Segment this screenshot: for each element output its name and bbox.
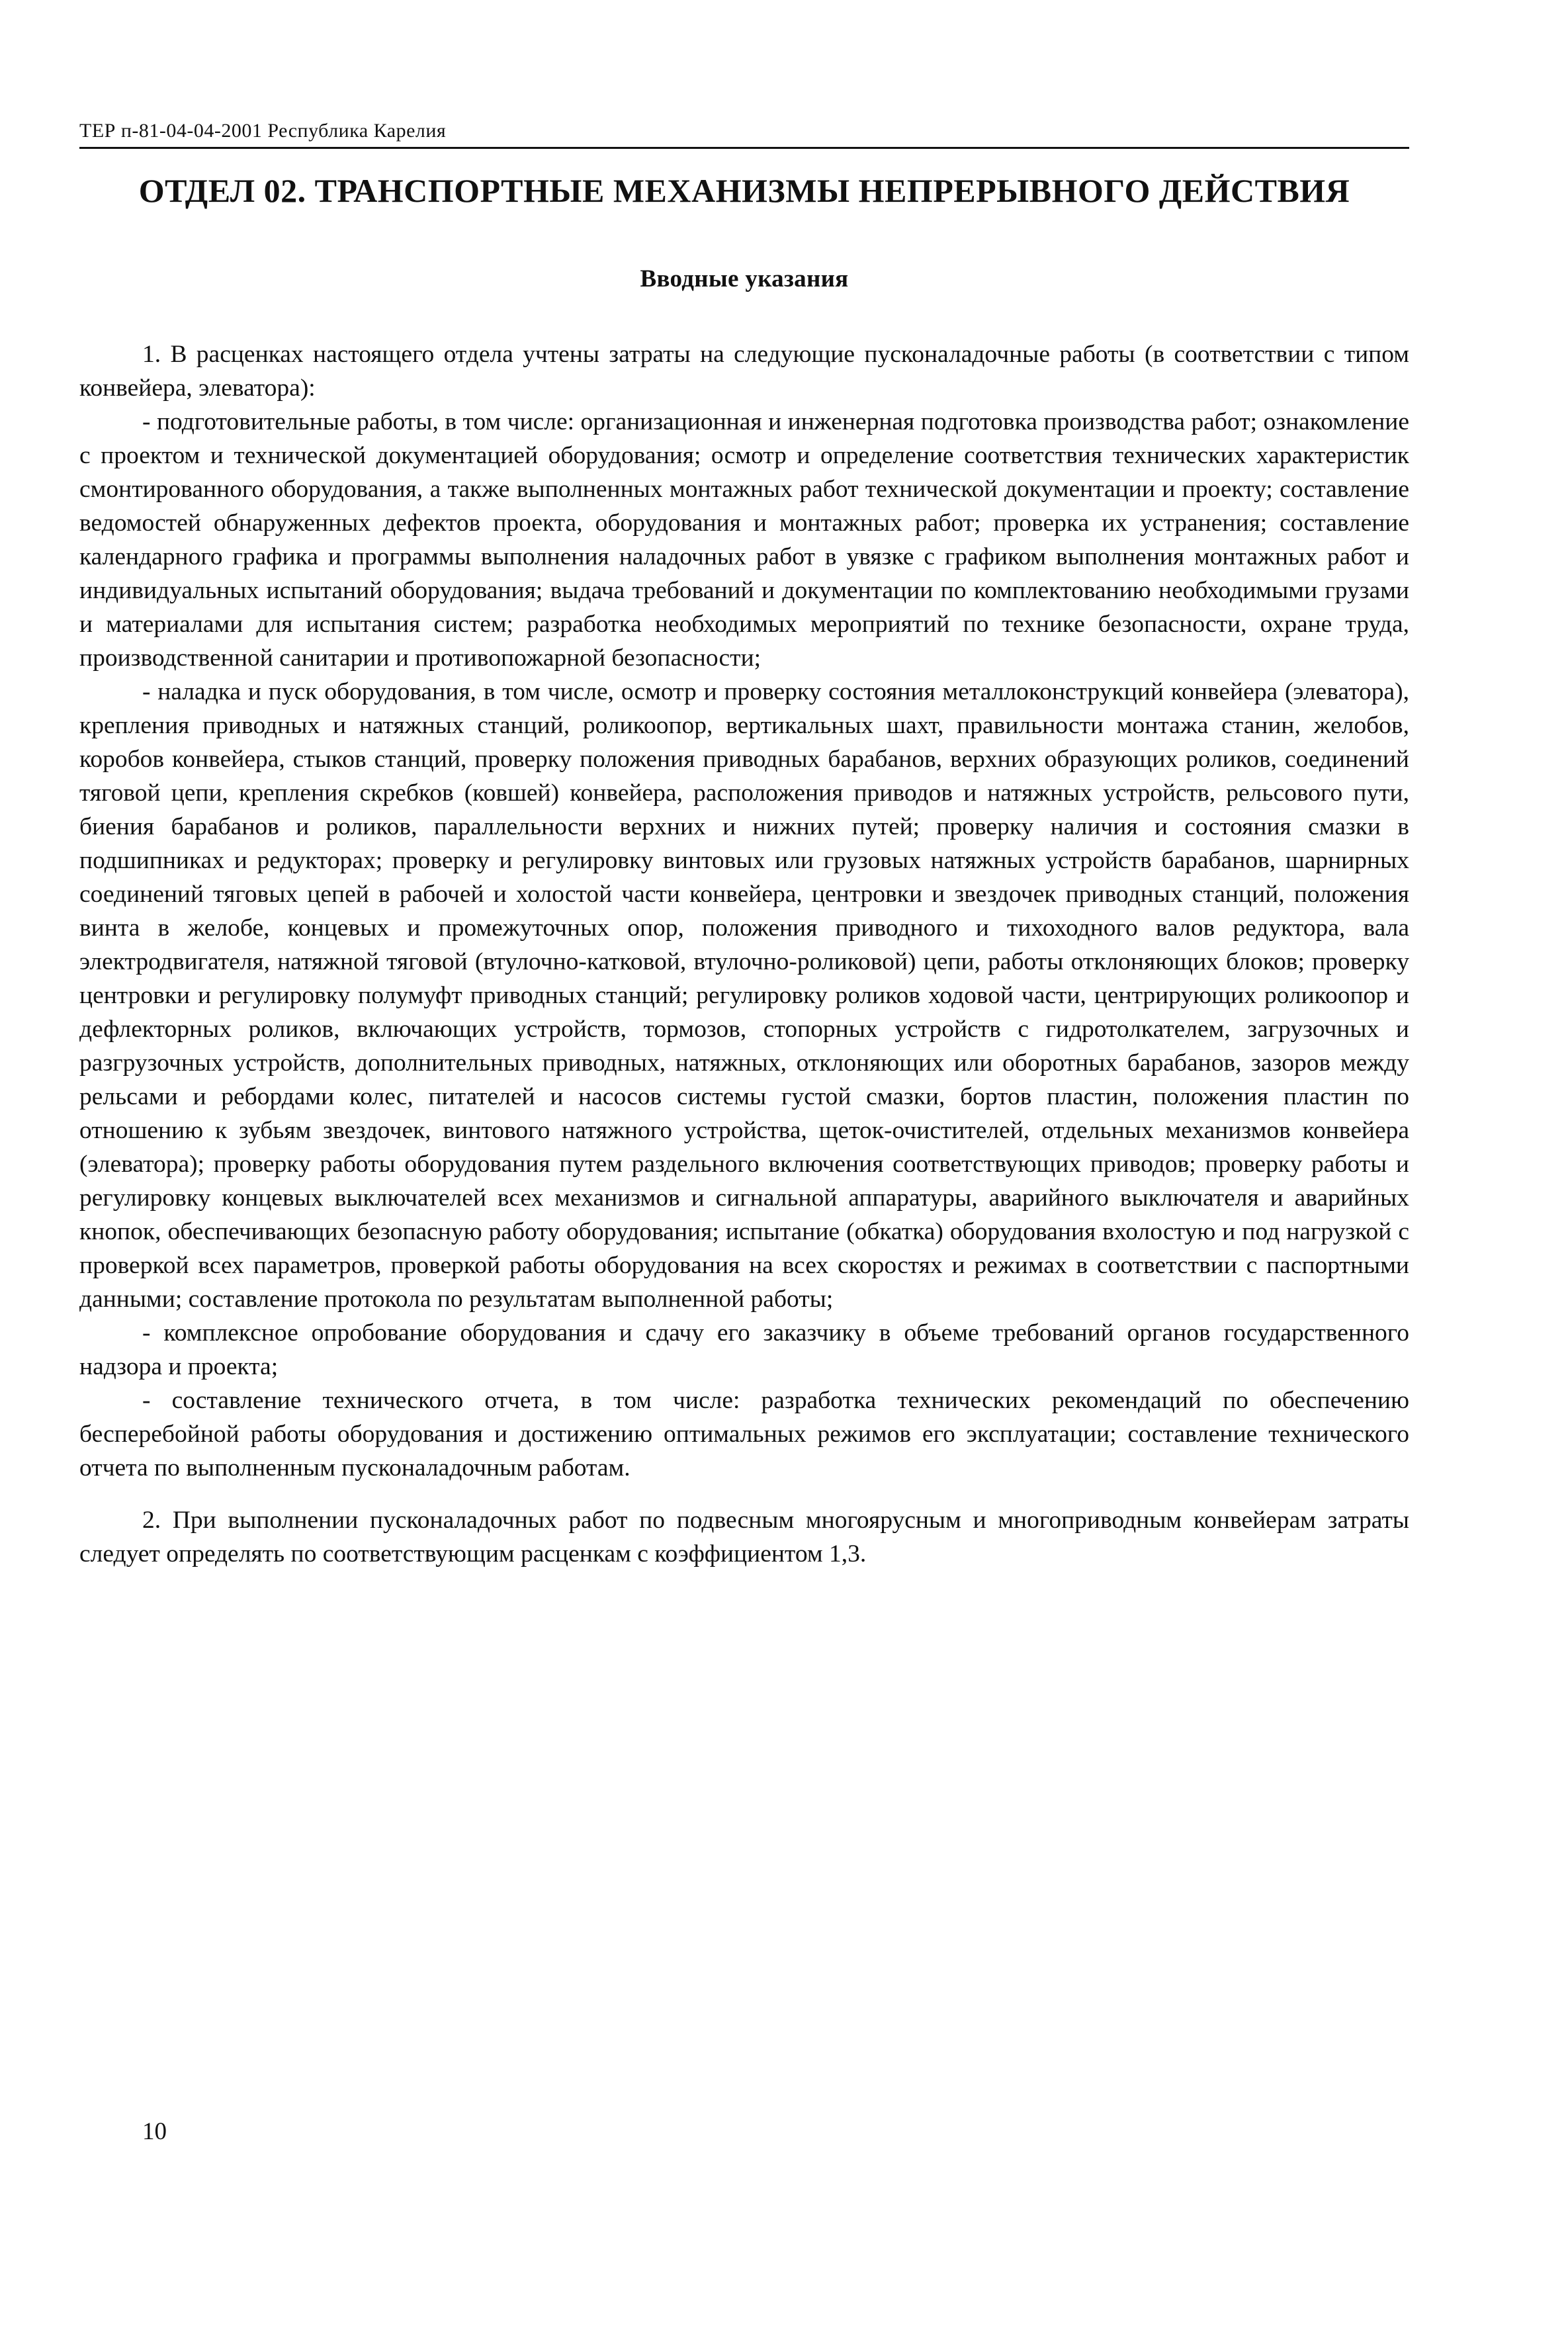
body-text xyxy=(79,337,1409,1571)
section-title: ОТДЕЛ 02. ТРАНСПОРТНЫЕ МЕХАНИЗМЫ НЕПРЕРЫВНОГО ДЕЙСТВИЯ xyxy=(138,172,1350,209)
page-number: 10 xyxy=(142,2118,167,2145)
paragraph-2: - подготовительные работы, в том числе: организационная и инженерная подготовка производства работ; ознакомление с проектом и технической документацией оборудования; осмотр и определение соответствия технических характеристик смонтированного оборудования, а также выполненных монтажных работ технической документации и проекту; составление ведомостей обнаруженных дефектов проекта, оборудования и монтажных работ; проверка их устранения; составление календарного графика и программы выполнения наладочных работ в увязке с графиком выполнения монтажных работ и индивидуальных испытаний оборудования; выдача требований и документации по комплектованию необходимыми грузами и материалами для испытания систем; разработка необходимых мероприятий по технике безопасности, охране труда, производственной санитарии и противопожарной безопасности; xyxy=(79,408,1409,672)
paragraph-4: - комплексное опробование оборудования и сдачу его заказчику в объеме требований органов государственного надзора и проекта; xyxy=(79,1319,1409,1380)
running-header: ТЕР п-81-04-04-2001 Республика Карелия xyxy=(79,119,1409,149)
paragraph-1: 1. В расценках настоящего отдела учтены затраты на следующие пусконаладочные работы (в соответствии с типом конвейера, элеватора): xyxy=(79,341,1409,402)
subheading: Вводные указания xyxy=(640,265,849,292)
paragraph-3: - наладка и пуск оборудования, в том числе, осмотр и проверку состояния металлоконструкций конвейера (элеватора), крепления приводных и натяжных станций, роликоопор, вертикальных шахт, правильности монтажа станин, желобов, коробов конвейера, стыков станций, проверку положения приводных барабанов, верхних образующих роликов, соединений тяговой цепи, крепления скребков (ковшей) конвейера, расположения приводов и натяжных устройств, рельсового пути, биения барабанов и роликов, параллельности верхних и нижних путей; проверку наличия и состояния смазки в подшипниках и редукторах; проверку и регулировку винтовых или грузовых натяжных устройств барабанов, шарнирных соединений тяговых цепей в рабочей и холостой части конвейера, центровки и звездочек приводных станций, положения винта в желобе, концевых и промежуточных опор, положения приводного и тихоходного валов редуктора, вала электродвигателя, натяжной тяговой (втулочно-катковой, втулочно-роликовой) цепи, работы отклоняющих блоков; проверку центровки и регулировку полумуфт приводных станций; регулировку роликов ходовой части, центрирующих роликоопор и дефлекторных роликов, включающих устройств, тормозов, стопорных устройств с гидротолкателем, загрузочных и разгрузочных устройств, дополнительных приводных, натяжных, отклоняющих или оборотных барабанов, зазоров между рельсами и ребордами колес, питателей и насосов системы густой смазки, бортов пластин, положения пластин по отношению к зубьям звездочек, винтового натяжного устройства, щеток-очистителей, отдельных механизмов конвейера (элеватора); проверку работы оборудования путем раздельного включения соответствующих приводов; проверку работы и регулировку концевых выключателей всех механизмов и сигнальной аппаратуры, аварийного выключателя и аварийных кнопок, обеспечивающих безопасную работу оборудования; испытание (обкатка) оборудования вхолостую и под нагрузкой с проверкой всех параметров, проверкой работы оборудования на всех скоростях и режимах в соответствии с паспортными данными; составление протокола по результатам выполненной работы; xyxy=(79,678,1409,1313)
paragraph-5: - составление технического отчета, в том числе: разработка технических рекомендаций по обеспечению бесперебойной работы оборудования и достижению оптимальных режимов его эксплуатации; составление технического отчета по выполненным пусконаладочным работам. xyxy=(79,1387,1409,1481)
paragraph-6: 2. При выполнении пусконаладочных работ по подвесным многоярусным и многоприводным конвейерам затраты следует определять по соответствующим расценкам с коэффициентом 1,3. xyxy=(79,1507,1409,1568)
